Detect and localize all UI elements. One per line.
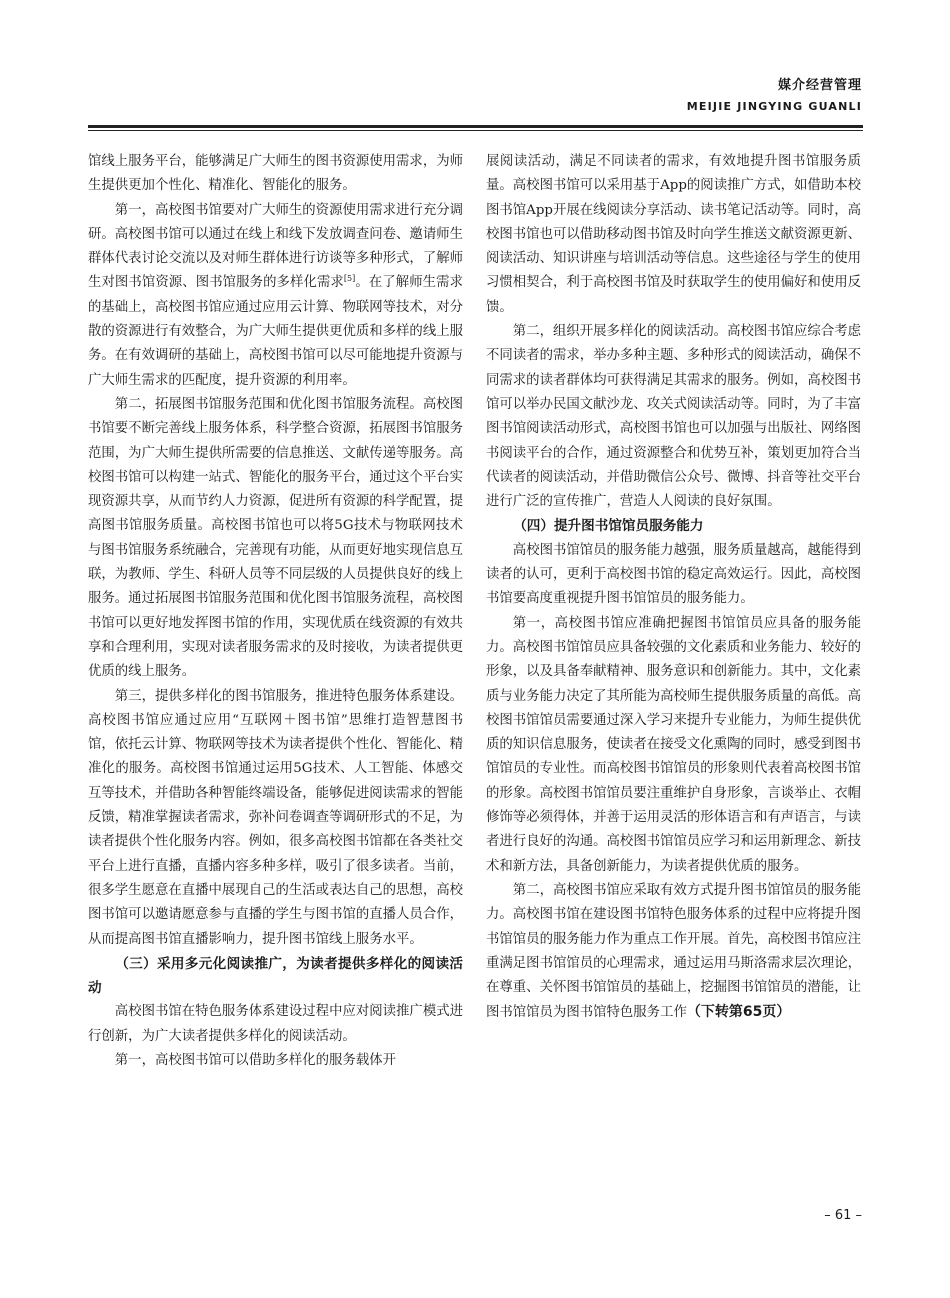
header-rule-thick (88, 125, 863, 128)
paragraph: 第一，高校图书馆应准确把握图书馆馆员应具备的服务能力。高校图书馆馆员应具备较强的文化素质和业务能力、较好的形象，以及具备奉献精神、服务意识和创新能力。其中，文化素质与业务能力决定了其所能为高校师生提供服务质量的高低。高校图书馆馆员需要通过深入学习来提升专业能力，为师生提供优质的知识信息服务，使读者在接受文化熏陶的同时，感受到图书馆馆员的专业性。而高校图书馆馆员的形象则代表着高校图书馆的形象。高校图书馆馆员要注重维护自身形象，言谈举止、衣帽修饰等必须得体，并善于运用灵活的形体语言和有声语言，与读者进行良好的沟通。高校图书馆馆员应学习和运用新理念、新技术和新方法，具备创新能力，为读者提供优质的服务。 (486, 615, 861, 874)
section-heading: （四）提升图书馆馆员服务能力 (513, 518, 704, 535)
continued-note: （下转第65页） (686, 1004, 791, 1021)
paragraph (486, 879, 861, 1026)
paragraph (88, 199, 463, 393)
paragraph: 高校图书馆在特色服务体系建设过程中应对阅读推广模式进行创新，为广大读者提供多样化的阅读活动。 (88, 1004, 463, 1044)
paragraph-text: 第二，高校图书馆应采取有效方式提升图书馆馆员的服务能力。高校图书馆在建设图书馆特色服务体系的过程中应将提升图书馆馆员的服务能力作为重点工作开展。首先，高校图书馆应注重满足图书馆馆员的心理需求，通过运用马斯洛需求层次理论，在尊重、关怀图书馆馆员的基础上，挖掘图书馆馆员的潜能，让图书馆馆员为图书馆特色服务工作 (486, 882, 861, 1021)
citation-ref: [5] (343, 274, 356, 284)
running-header (687, 76, 862, 116)
paragraph: 第二，组织开展多样化的阅读活动。高校图书馆应综合考虑不同读者的需求，举办多种主题、多种形式的阅读活动，确保不同需求的读者群体均可获得满足其需求的服务。例如，高校图书馆可以举办民国文献沙龙、攻关式阅读活动等。同时，为了丰富图书馆阅读活动形式，高校图书馆也可以加强与出版社、网络图书阅读平台的合作，通过资源整合和优势互补，策划更加符合当代读者的阅读活动，并借助微信公众号、微博、抖音等社交平台进行广泛的宣传推广，营造人人阅读的良好氛围。 (486, 324, 861, 510)
header-rule-thin (88, 130, 863, 131)
paragraph: 展阅读活动，满足不同读者的需求，有效地提升图书馆服务质量。高校图书馆可以采用基于App的阅读推广方式，如借助本校图书馆App开展在线阅读分享活动、读书笔记活动等。同时，高校图书馆也可以借助移动图书馆及时向学生推送文献资源更新、阅读活动、知识讲座与培训活动等信息。这些途径与学生的使用习惯相契合，利于高校图书馆及时获取学生的使用偏好和使用反馈。 (486, 154, 861, 315)
page-number: – 61 – (824, 1208, 862, 1223)
section-heading: （三）采用多元化阅读推广，为读者提供多样化的阅读活动 (88, 955, 463, 997)
right-column (486, 150, 861, 1026)
paragraph: 第二，拓展图书馆服务范围和优化图书馆服务流程。高校图书馆要不断完善线上服务体系，科学整合资源，拓展图书馆服务范围，为广大师生提供所需要的信息推送、文献传递等服务。高校图书馆可以构建一站式、智能化的服务平台，通过这个平台实现资源共享，从而节约人力资源，促进所有资源的科学配置，提高图书馆服务质量。高校图书馆也可以将5G技术与物联网技术与图书馆服务系统融合，完善现有功能，从而更好地实现信息互联，为教师、学生、科研人员等不同层级的人员提供良好的线上服务。通过拓展图书馆服务范围和优化图书馆服务流程，高校图书馆可以更好地发挥图书馆的作用，实现优质在线资源的有效共享和合理利用，实现对读者服务需求的及时接收，为读者提供更优质的线上服务。 (88, 396, 463, 680)
paragraph: 高校图书馆馆员的服务能力越强，服务质量越高，越能得到读者的认可，更利于高校图书馆的稳定高效运行。因此，高校图书馆要高度重视提升图书馆馆员的服务能力。 (486, 542, 861, 607)
left-column (88, 150, 463, 1073)
journal-title-en: MEIJIE JINGYING GUANLI (686, 100, 862, 113)
paragraph: 第一，高校图书馆可以借助多样化的服务载体开 (114, 1052, 396, 1068)
paragraph: 第三，提供多样化的图书馆服务，推进特色服务体系建设。高校图书馆应通过应用“互联网＋图书馆”思维打造智慧图书馆，依托云计算、物联网等技术为读者提供个性化、智能化、精准化的服务。高校图书馆通过运用5G技术、人工智能、体感交互等技术，并借助各种智能终端设备，能够促进阅读需求的智能反馈，精准掌握读者需求，弥补问卷调查等调研形式的不足，为读者提供个性化服务内容。例如，很多高校图书馆都在各类社交平台上进行直播，直播内容多种多样，吸引了很多读者。当前，很多学生愿意在直播中展现自己的生活或表达自己的思想，高校图书馆可以邀请愿意参与直播的学生与图书馆的直播人员合作，从而提高图书馆直播影响力，提升图书馆线上服务水平。 (88, 688, 463, 947)
journal-title-cn: 媒介经营管理 (777, 78, 862, 93)
paragraph-text: 。在了解师生需求的基础上，高校图书馆应通过应用云计算、物联网等技术，对分散的资源进行有效整合，为广大师生提供更优质和多样的线上服务。在有效调研的基础上，高校图书馆可以尽可能地提升资源与广大师生需求的匹配度，提升资源的利用率。 (88, 275, 463, 388)
paragraph-text: 第一，高校图书馆要对广大师生的资源使用需求进行充分调研。高校图书馆可以通过在线上和线下发放调查问卷、邀请师生群体代表讨论交流以及对师生群体进行访谈等多种形式，了解师生对图书馆资源、图书馆服务的多样化需求 (88, 202, 463, 291)
paragraph: 馆线上服务平台，能够满足广大师生的图书资源使用需求，为师生提供更加个性化、精准化、智能化的服务。 (88, 154, 463, 194)
